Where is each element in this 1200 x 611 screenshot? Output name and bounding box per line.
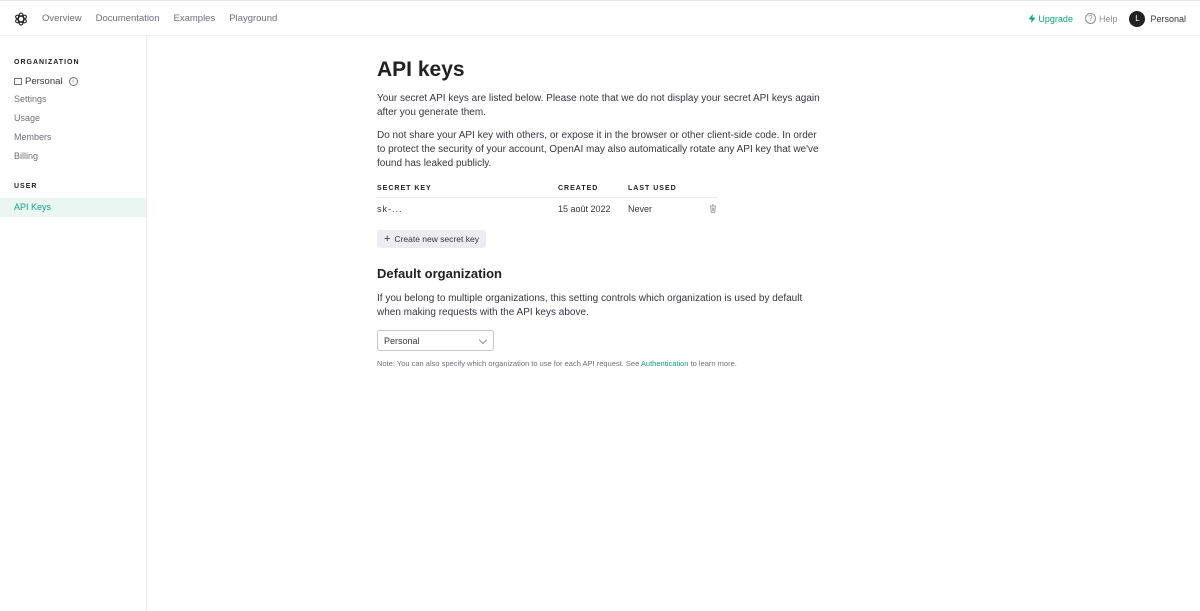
note-suffix: to learn more. xyxy=(690,359,737,368)
create-secret-key-button[interactable] xyxy=(377,230,486,248)
chevron-down-icon xyxy=(479,336,487,344)
intro-paragraph: Your secret API keys are listed below. Please note that we do not display your secret API keys again after you generate them. xyxy=(377,93,820,118)
authentication-link[interactable]: Authentication xyxy=(640,359,689,368)
info-icon[interactable]: i xyxy=(69,77,78,86)
sidebar-item-members[interactable]: Members xyxy=(14,132,52,142)
help-label: Help xyxy=(1098,13,1118,24)
sidebar-item-api-keys[interactable] xyxy=(0,198,146,217)
sidebar-item-billing[interactable]: Billing xyxy=(14,151,39,161)
default-org-text: If you belong to multiple organizations, this setting controls which organization is used by default when making requests with the API keys above. xyxy=(377,293,803,318)
org-select-value: Personal xyxy=(384,335,420,346)
note-text xyxy=(377,359,737,368)
sidebar xyxy=(0,36,147,611)
nav-playground[interactable]: Playground xyxy=(229,13,278,24)
org-name: Personal xyxy=(25,76,63,87)
nav-examples[interactable]: Examples xyxy=(173,13,216,24)
plus-icon: + xyxy=(383,232,391,245)
note-prefix: Note: You can also specify which organization to use for each API request. See xyxy=(377,359,640,368)
user-name: Personal xyxy=(1150,13,1186,24)
created-cell: 15 août 2022 xyxy=(558,204,611,214)
upgrade-link[interactable] xyxy=(1028,14,1073,24)
trash-icon[interactable] xyxy=(709,204,717,213)
top-bar xyxy=(0,0,1200,36)
user-menu[interactable] xyxy=(1129,11,1186,27)
sidebar-item-usage[interactable]: Usage xyxy=(14,113,41,123)
org-switcher[interactable] xyxy=(14,76,78,87)
building-icon xyxy=(14,78,22,85)
col-header-created: CREATED xyxy=(558,185,599,192)
upgrade-label: Upgrade xyxy=(1038,13,1073,24)
lightning-icon xyxy=(1028,14,1036,23)
create-label: Create new secret key xyxy=(394,234,479,244)
nav-overview[interactable]: Overview xyxy=(42,13,82,24)
question-icon: ? xyxy=(1085,13,1096,24)
key-cell: sk-... xyxy=(377,204,403,214)
org-select[interactable] xyxy=(377,330,494,351)
sidebar-item-settings[interactable]: Settings xyxy=(14,94,47,104)
openai-logo-icon[interactable] xyxy=(13,11,29,27)
table-divider xyxy=(377,197,718,198)
page-title: API keys xyxy=(377,58,465,81)
top-nav xyxy=(42,1,291,36)
avatar: L xyxy=(1129,11,1145,27)
default-org-heading: Default organization xyxy=(377,266,502,281)
sidebar-item-label: API Keys xyxy=(14,202,52,212)
nav-documentation[interactable]: Documentation xyxy=(95,13,160,24)
last-used-cell: Never xyxy=(628,204,653,214)
warning-paragraph: Do not share your API key with others, or expose it in the browser or other client-side code. In order to protect the security of your account, OpenAI may also automatically rotate any API key that we've found has leaked publicly. xyxy=(377,130,819,169)
help-link[interactable] xyxy=(1085,13,1118,24)
user-heading: USER xyxy=(14,183,38,190)
top-right xyxy=(1028,1,1186,36)
col-header-secret-key: SECRET KEY xyxy=(377,185,432,192)
org-heading: ORGANIZATION xyxy=(14,59,80,66)
col-header-last-used: LAST USED xyxy=(628,185,677,192)
